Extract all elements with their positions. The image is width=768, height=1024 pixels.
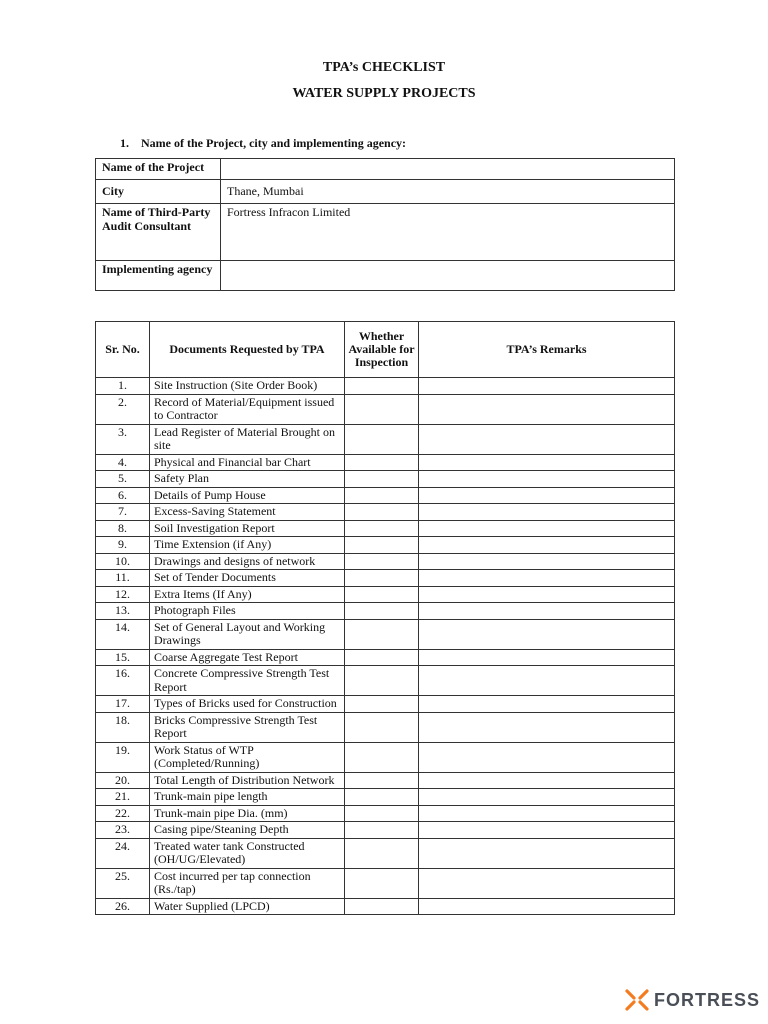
header-availability: Whether Available for Inspection <box>345 322 419 378</box>
row-document: Set of General Layout and Working Drawings <box>150 619 345 649</box>
table-row <box>96 789 675 806</box>
row-availability <box>345 570 419 587</box>
table-row <box>96 454 675 471</box>
info-label: City <box>96 180 221 204</box>
info-row-project <box>96 159 675 180</box>
row-document: Site Instruction (Site Order Book) <box>150 378 345 395</box>
row-remarks <box>419 537 675 554</box>
row-document: Total Length of Distribution Network <box>150 772 345 789</box>
row-document: Coarse Aggregate Test Report <box>150 649 345 666</box>
logo-text: FORTRESS <box>654 989 761 1010</box>
row-sr-no: 4. <box>96 454 150 471</box>
row-sr-no: 20. <box>96 772 150 789</box>
document-title: TPA’s CHECKLIST <box>322 60 446 75</box>
row-remarks <box>419 471 675 488</box>
row-document: Bricks Compressive Strength Test Report <box>150 712 345 742</box>
row-remarks <box>419 504 675 521</box>
row-document: Safety Plan <box>150 471 345 488</box>
header-remarks: TPA’s Remarks <box>419 322 675 378</box>
row-availability <box>345 378 419 395</box>
row-sr-no: 16. <box>96 666 150 696</box>
section-heading <box>120 136 406 151</box>
info-row-agency <box>96 261 675 291</box>
row-availability <box>345 696 419 713</box>
row-sr-no: 22. <box>96 805 150 822</box>
row-remarks <box>419 772 675 789</box>
row-availability <box>345 537 419 554</box>
info-label: Name of Third-Party Audit Consultant <box>96 204 221 261</box>
row-sr-no: 15. <box>96 649 150 666</box>
row-availability <box>345 666 419 696</box>
row-sr-no: 1. <box>96 378 150 395</box>
table-row <box>96 696 675 713</box>
table-row <box>96 772 675 789</box>
info-row-consultant <box>96 204 675 261</box>
row-document: Time Extension (if Any) <box>150 537 345 554</box>
table-row <box>96 570 675 587</box>
row-remarks <box>419 378 675 395</box>
info-value <box>221 261 675 291</box>
row-availability <box>345 822 419 839</box>
row-document: Types of Bricks used for Construction <box>150 696 345 713</box>
row-availability <box>345 868 419 898</box>
row-remarks <box>419 619 675 649</box>
row-remarks <box>419 868 675 898</box>
row-sr-no: 19. <box>96 742 150 772</box>
info-label: Name of the Project <box>96 159 221 180</box>
fortress-x-icon <box>624 988 650 1012</box>
row-remarks <box>419 520 675 537</box>
info-value: Thane, Mumbai <box>221 180 675 204</box>
row-availability <box>345 424 419 454</box>
row-availability <box>345 772 419 789</box>
table-row <box>96 537 675 554</box>
row-sr-no: 13. <box>96 603 150 620</box>
section-number: 1. <box>120 136 129 150</box>
row-sr-no: 24. <box>96 838 150 868</box>
table-row <box>96 619 675 649</box>
row-remarks <box>419 666 675 696</box>
row-sr-no: 21. <box>96 789 150 806</box>
row-availability <box>345 898 419 915</box>
table-row <box>96 822 675 839</box>
row-remarks <box>419 712 675 742</box>
row-availability <box>345 603 419 620</box>
info-value <box>221 159 675 180</box>
row-document: Treated water tank Constructed (OH/UG/Elevated) <box>150 838 345 868</box>
row-availability <box>345 619 419 649</box>
row-document: Trunk-main pipe length <box>150 789 345 806</box>
row-sr-no: 23. <box>96 822 150 839</box>
row-sr-no: 17. <box>96 696 150 713</box>
row-availability <box>345 504 419 521</box>
row-remarks <box>419 789 675 806</box>
row-availability <box>345 742 419 772</box>
table-row <box>96 553 675 570</box>
table-row <box>96 712 675 742</box>
row-remarks <box>419 586 675 603</box>
row-document: Concrete Compressive Strength Test Report <box>150 666 345 696</box>
table-row <box>96 394 675 424</box>
table-row <box>96 838 675 868</box>
row-availability <box>345 838 419 868</box>
row-remarks <box>419 742 675 772</box>
document-subtitle: WATER SUPPLY PROJECTS <box>292 86 476 101</box>
row-document: Record of Material/Equipment issued to Contractor <box>150 394 345 424</box>
row-document: Trunk-main pipe Dia. (mm) <box>150 805 345 822</box>
documents-header-row <box>96 322 675 378</box>
row-sr-no: 9. <box>96 537 150 554</box>
row-availability <box>345 712 419 742</box>
table-row <box>96 603 675 620</box>
row-remarks <box>419 394 675 424</box>
row-document: Physical and Financial bar Chart <box>150 454 345 471</box>
row-availability <box>345 394 419 424</box>
row-sr-no: 7. <box>96 504 150 521</box>
row-sr-no: 12. <box>96 586 150 603</box>
table-row <box>96 649 675 666</box>
row-availability <box>345 487 419 504</box>
row-document: Cost incurred per tap connection (Rs./tap) <box>150 868 345 898</box>
row-sr-no: 14. <box>96 619 150 649</box>
row-remarks <box>419 454 675 471</box>
row-document: Details of Pump House <box>150 487 345 504</box>
row-availability <box>345 520 419 537</box>
row-availability <box>345 553 419 570</box>
table-row <box>96 487 675 504</box>
table-row <box>96 868 675 898</box>
row-availability <box>345 805 419 822</box>
table-row <box>96 471 675 488</box>
section-heading-text: Name of the Project, city and implementing agency: <box>141 136 407 150</box>
row-availability <box>345 649 419 666</box>
row-availability <box>345 789 419 806</box>
row-availability <box>345 586 419 603</box>
row-document: Set of Tender Documents <box>150 570 345 587</box>
table-row <box>96 424 675 454</box>
row-sr-no: 6. <box>96 487 150 504</box>
row-document: Water Supplied (LPCD) <box>150 898 345 915</box>
row-remarks <box>419 696 675 713</box>
row-remarks <box>419 487 675 504</box>
row-availability <box>345 454 419 471</box>
documents-table <box>95 321 675 915</box>
row-remarks <box>419 898 675 915</box>
header-sr-no: Sr. No. <box>96 322 150 378</box>
table-row <box>96 520 675 537</box>
header-documents: Documents Requested by TPA <box>150 322 345 378</box>
table-row <box>96 898 675 915</box>
row-remarks <box>419 838 675 868</box>
table-row <box>96 742 675 772</box>
fortress-logo <box>624 985 760 1015</box>
project-info-table <box>95 158 675 291</box>
row-document: Casing pipe/Steaning Depth <box>150 822 345 839</box>
row-document: Drawings and designs of network <box>150 553 345 570</box>
row-sr-no: 11. <box>96 570 150 587</box>
row-sr-no: 25. <box>96 868 150 898</box>
row-remarks <box>419 424 675 454</box>
row-sr-no: 26. <box>96 898 150 915</box>
row-document: Work Status of WTP (Completed/Running) <box>150 742 345 772</box>
table-row <box>96 586 675 603</box>
row-remarks <box>419 603 675 620</box>
row-sr-no: 10. <box>96 553 150 570</box>
table-row <box>96 378 675 395</box>
row-remarks <box>419 553 675 570</box>
table-row <box>96 666 675 696</box>
table-row <box>96 504 675 521</box>
info-row-city <box>96 180 675 204</box>
row-document: Soil Investigation Report <box>150 520 345 537</box>
row-remarks <box>419 570 675 587</box>
row-document: Lead Register of Material Brought on site <box>150 424 345 454</box>
row-remarks <box>419 805 675 822</box>
info-label: Implementing agency <box>96 261 221 291</box>
row-sr-no: 8. <box>96 520 150 537</box>
row-document: Photograph Files <box>150 603 345 620</box>
info-value: Fortress Infracon Limited <box>221 204 675 261</box>
row-document: Excess-Saving Statement <box>150 504 345 521</box>
row-sr-no: 2. <box>96 394 150 424</box>
row-sr-no: 5. <box>96 471 150 488</box>
row-remarks <box>419 822 675 839</box>
row-remarks <box>419 649 675 666</box>
row-document: Extra Items (If Any) <box>150 586 345 603</box>
row-sr-no: 18. <box>96 712 150 742</box>
documents-table-body <box>96 378 675 915</box>
row-availability <box>345 471 419 488</box>
table-row <box>96 805 675 822</box>
row-sr-no: 3. <box>96 424 150 454</box>
